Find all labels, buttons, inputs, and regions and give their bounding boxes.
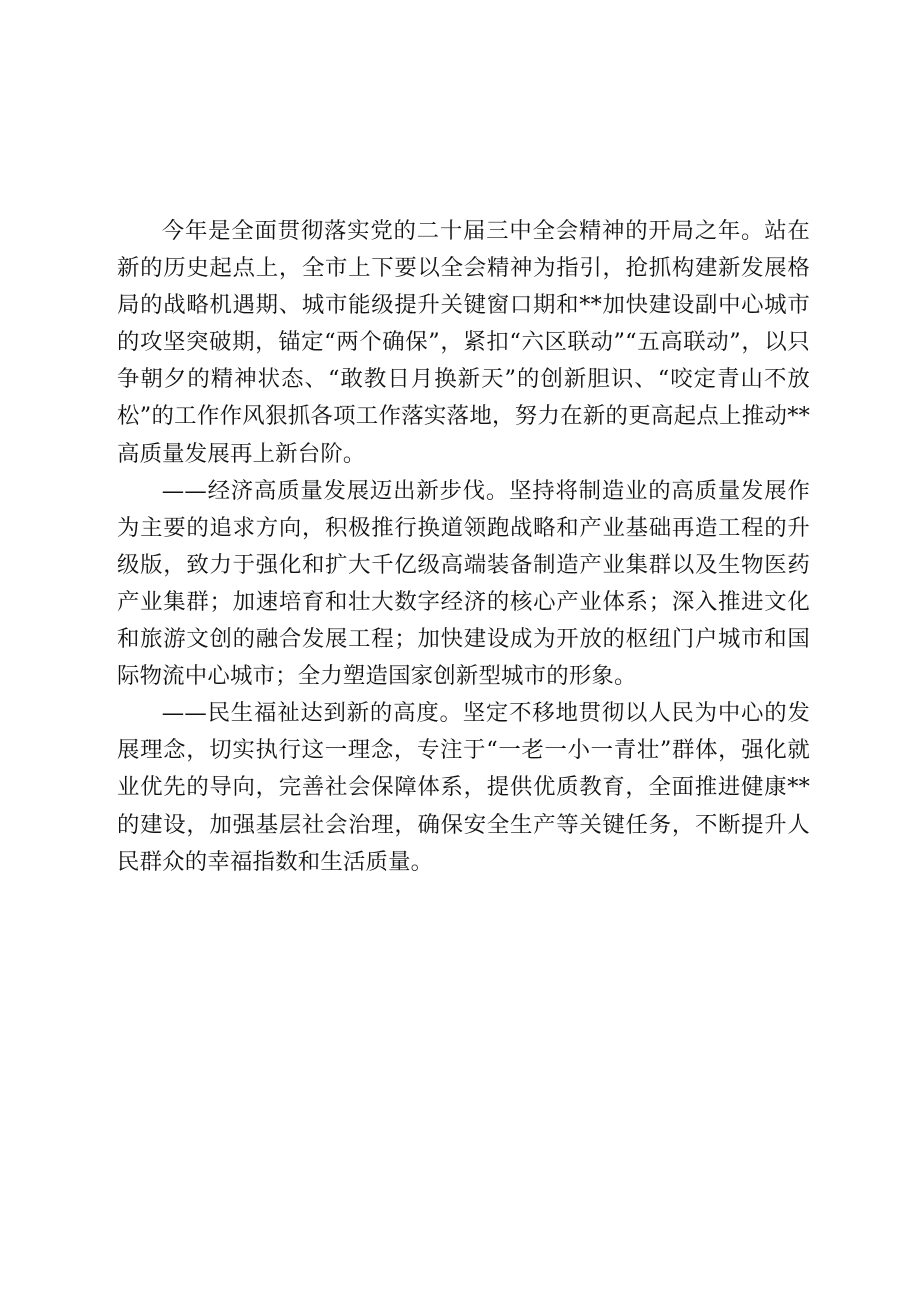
paragraph-economy: ——经济高质量发展迈出新步伐。坚持将制造业的高质量发展作为主要的追求方向，积极推行换道领跑战略和产业基础再造工程的升级版，致力于强化和扩大千亿级高端装备制造产业集群以及生物医药产业集群；加速培育和壮大数字经济的核心产业体系；深入推进文化和旅游文创的融合发展工程；加快建设成为开放的枢纽门户城市和国际物流中心城市；全力塑造国家创新型城市的形象。 (117, 477, 810, 690)
document-body (117, 213, 810, 881)
paragraph-intro: 今年是全面贯彻落实党的二十届三中全会精神的开局之年。站在新的历史起点上，全市上下要以全会精神为指引，抢抓构建新发展格局的战略机遇期、城市能级提升关键窗口期和**加快建设副中心城市的攻坚突破期，锚定“两个确保”，紧扣“六区联动”“五高联动”，以只争朝夕的精神状态、“敢教日月换新天”的创新胆识、“咬定青山不放松”的工作作风狠抓各项工作落实落地，努力在新的更高起点上推动**高质量发展再上新台阶。 (117, 218, 810, 467)
paragraph-livelihood: ——民生福祉达到新的高度。坚定不移地贯彻以人民为中心的发展理念，切实执行这一理念，专注于“一老一小一青壮”群体，强化就业优先的导向，完善社会保障体系，提供优质教育，全面推进健康**的建设，加强基层社会治理，确保安全生产等关键任务，不断提升人民群众的幸福指数和生活质量。 (117, 700, 810, 875)
